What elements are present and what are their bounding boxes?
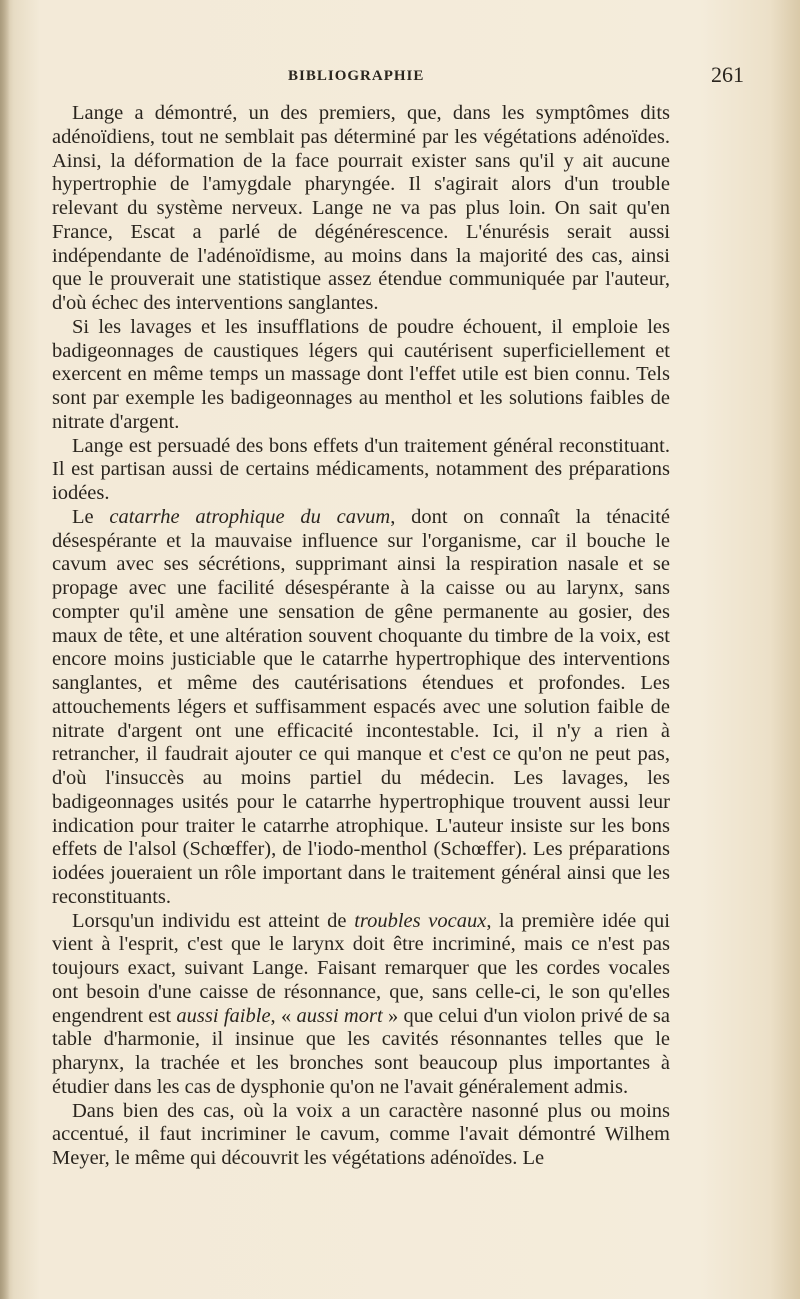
- body-text: [52, 102, 670, 1171]
- text-run: , la première idée qui vient à l'esprit, c'est que le larynx doit être incriminé, mais ce n'est pas toujours exact, suivant Lange. Faisant remarquer que les cordes vocales ont besoin d'une caisse de résonnance, que, sans celle-ci, le son qu'elles engendrent est: [52, 909, 671, 1027]
- text-run: Le: [72, 505, 110, 528]
- paragraph: Si les lavages et les insufflations de poudre échouent, il emploie les badigeonnages de caustiques légers qui cautérisent superficiellement et exercent en même temps un massage dont l'effet utile est bien connu. Tels sont par exemple les badigeonnages au menthol et les solutions faibles de nitrate d'argent.: [52, 315, 670, 433]
- italic-term: troubles vocaux: [354, 909, 487, 932]
- text-run: , «: [270, 1004, 297, 1027]
- text-run: , dont on connaît la ténacité désespérante et la mauvaise influence sur l'organisme, car il bouche le cavum avec ses sécrétions, supprimant ainsi la respiration nasale et se propage avec une facilité désespérante à la caisse ou au larynx, sans compter qu'il amène une sensation de gêne permanente au gosier, des maux de tête, et une altération souvent choquante du timbre de la voix, est encore moins justiciable que le catarrhe hypertrophique des interventions sanglantes, et même des cautérisations étendues et profondes. Les attouchements légers et suffisamment espacés avec une solution faible de nitrate d'argent ont une efficacité incontestable. Ici, il n'y a rien à retrancher, il faudrait ajouter ce qui manque et c'est ce qu'on ne peut pas, d'où l'insuccès au moins partiel du médecin. Les lavages, les badigeonnages usités pour le catarrhe hypertrophique trouvent aussi leur indication pour traiter le catarrhe atrophique. L'auteur insiste sur les bons effets de l'alsol (Schœffer), de l'iodo-menthol (Schœffer). Les préparations iodées joueraient un rôle important dans le traitement général ainsi que les reconstituants.: [52, 505, 671, 908]
- running-title: BIBLIOGRAPHIE: [288, 68, 425, 84]
- text-run: » que celui d'un violon privé de sa table d'harmonie, il insinue que les cavités résonnantes telles que le pharynx, la trachée et les bronches sont beaucoup plus importantes à étudier dans les cas de dysphonie qu'on ne l'avait généralement admis.: [52, 1004, 671, 1098]
- paragraph: Dans bien des cas, où la voix a un caractère nasonné plus ou moins accentué, il faut incriminer le cavum, comme l'avait démontré Wilhem Meyer, le même qui découvrit les végétations adénoïdes. Le: [52, 1099, 670, 1169]
- paragraph: Lange a démontré, un des premiers, que, dans les symptômes dits adénoïdiens, tout ne semblait pas déterminé par les végétations adénoïdes. Ainsi, la déformation de la face pourrait exister sans qu'il y ait aucune hypertrophie de l'amygdale pharyngée. Il s'agirait alors d'un trouble relevant du système nerveux. Lange ne va pas plus loin. On sait qu'en France, Escat a parlé de dégénérescence. L'énurésis serait aussi indépendante de l'adénoïdisme, au moins dans la majorité des cas, ainsi que le prouverait une statistique assez étendue communiquée par l'auteur, d'où échec des interventions sanglantes.: [52, 102, 670, 314]
- italic-term: catarrhe atrophique du cavum: [109, 505, 391, 528]
- italic-term: aussi mort: [296, 1004, 383, 1027]
- paragraph: [52, 506, 670, 910]
- page-number: 261: [711, 62, 744, 87]
- page-header: [60, 62, 750, 92]
- paragraph: Lange est persuadé des bons effets d'un traitement général reconstituant. Il est partisan aussi de certains médicaments, notamment des préparations iodées.: [52, 434, 670, 504]
- paragraph: [52, 910, 670, 1100]
- italic-term: aussi faible: [176, 1004, 271, 1027]
- binding-shadow: [0, 0, 10, 1299]
- text-run: Lorsqu'un individu est atteint de: [72, 909, 355, 932]
